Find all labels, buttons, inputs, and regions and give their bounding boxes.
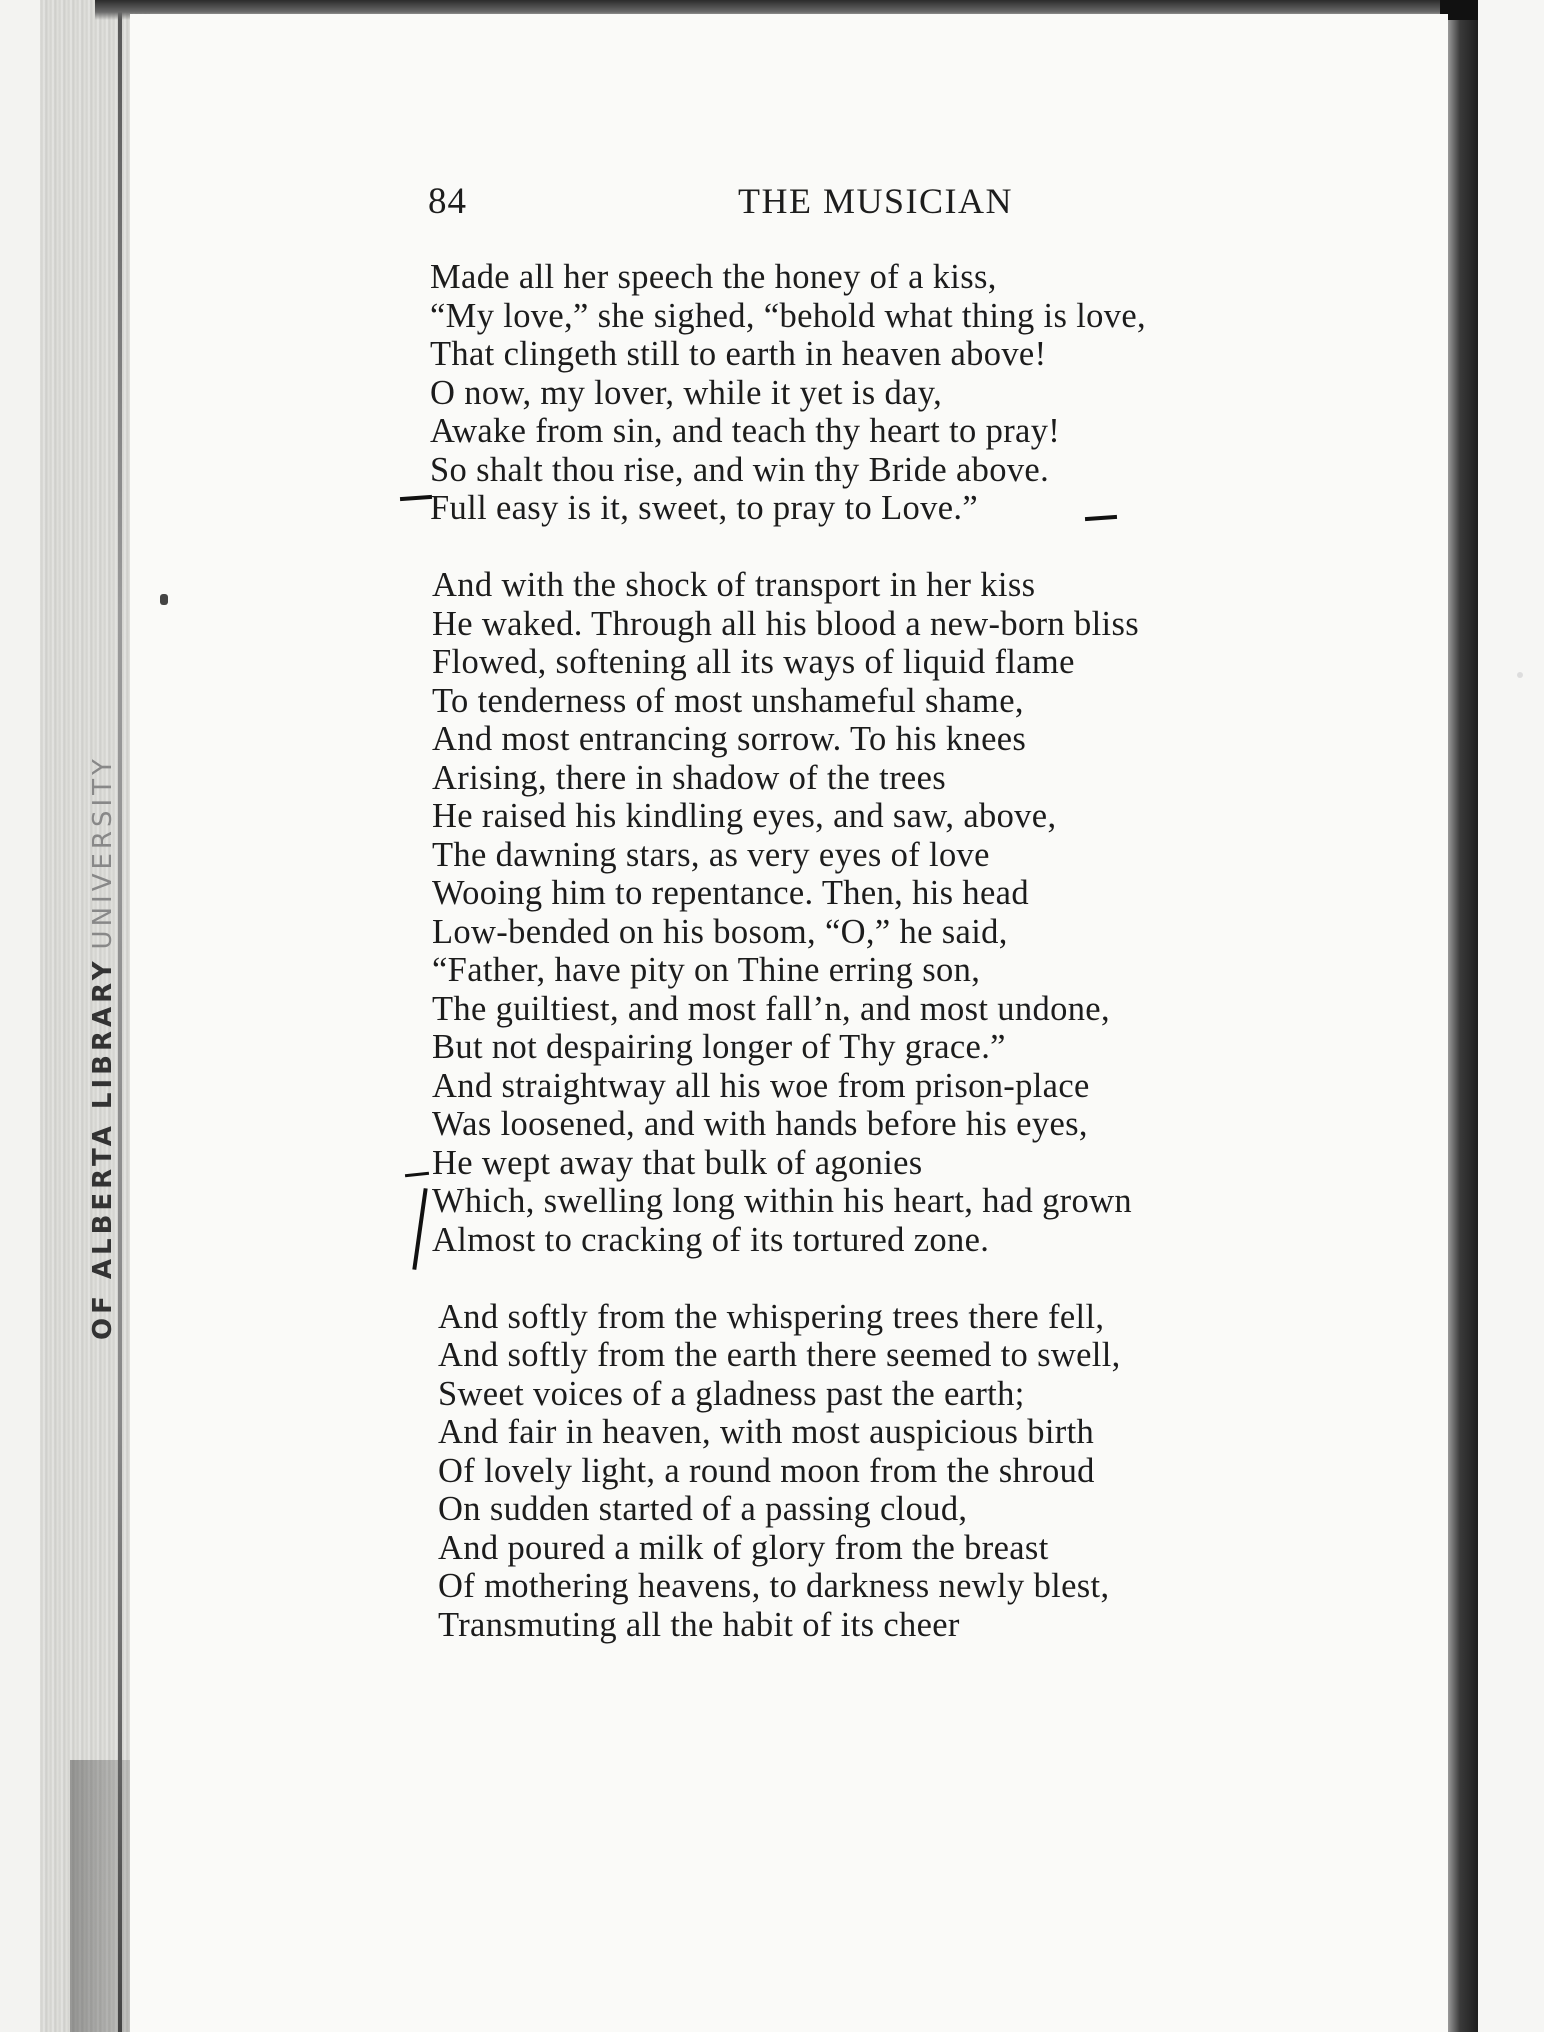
poem-line: Sweet voices of a gladness past the earth; <box>438 1374 1025 1413</box>
poem-line: The guiltiest, and most fall’n, and most undone, <box>432 989 1110 1028</box>
poem-line: And with the shock of transport in her kiss <box>432 566 1036 604</box>
poem-line: Full easy is it, sweet, to pray to Love.” <box>430 489 979 527</box>
poem-line: So shalt thou rise, and win thy Bride above. <box>430 450 1050 489</box>
stanza <box>432 566 1440 1259</box>
poem-line: “Father, have pity on Thine erring son, <box>432 951 981 989</box>
poem-line: And most entrancing sorrow. To his knees <box>432 720 1027 758</box>
poem-line: Of mothering heavens, to darkness newly blest, <box>438 1567 1110 1605</box>
background-beyond-page <box>1478 0 1544 2032</box>
poem-text <box>430 258 1440 1644</box>
poem-line: He waked. Through all his blood a new-born bliss <box>432 604 1140 643</box>
poem-line: Low-bended on his bosom, “O,” he said, <box>432 912 1008 951</box>
page-number: 84 <box>428 181 467 222</box>
library-stamp-faint-text: UNIVERSITY <box>88 755 118 950</box>
poem-line: O now, my lover, while it yet is day, <box>430 373 943 412</box>
poem-line: He raised his kindling eyes, and saw, above, <box>432 797 1057 835</box>
poem-line: Which, swelling long within his heart, had grown <box>432 1182 1132 1220</box>
ink-speck <box>160 594 168 605</box>
library-stamp-text: OF ALBERTA LIBRARY <box>88 957 118 1340</box>
poem-line: And softly from the earth there seemed to swell, <box>438 1336 1121 1374</box>
stanza <box>430 258 1440 528</box>
binding-edge <box>118 0 122 2032</box>
paper-speck <box>1517 672 1523 678</box>
running-head: THE MUSICIAN <box>738 181 1013 221</box>
poem-line: Was loosened, and with hands before his eyes, <box>432 1105 1088 1143</box>
poem-line: Arising, there in shadow of the trees <box>432 758 947 797</box>
poem-line: Awake from sin, and teach thy heart to pray! <box>430 412 1061 450</box>
poem-line: The dawning stars, as very eyes of love <box>432 835 990 874</box>
poem-line: Made all her speech the honey of a kiss, <box>430 258 997 296</box>
poem-line: And poured a milk of glory from the breast <box>438 1528 1049 1567</box>
poem-line: But not despairing longer of Thy grace.” <box>432 1028 1006 1066</box>
poem-line: And straightway all his woe from prison-place <box>432 1066 1090 1105</box>
poem-line: And softly from the whispering trees there fell, <box>438 1297 1105 1336</box>
poem-line: And fair in heaven, with most auspicious birth <box>438 1413 1095 1451</box>
poem-line: On sudden started of a passing cloud, <box>438 1490 968 1528</box>
poem-line: That clingeth still to earth in heaven above! <box>430 335 1047 373</box>
stanza <box>438 1298 1440 1645</box>
poem-line: Of lovely light, a round moon from the shroud <box>438 1451 1095 1490</box>
poem-line: “My love,” she sighed, “behold what thing is love, <box>430 296 1146 335</box>
poem-line: He wept away that bulk of agonies <box>432 1143 923 1182</box>
poem-line: To tenderness of most unshameful shame, <box>432 681 1024 720</box>
page-header <box>428 180 1048 230</box>
poem-line: Transmuting all the habit of its cheer <box>438 1605 960 1644</box>
library-stamp <box>88 755 118 1340</box>
poem-line: Wooing him to repentance. Then, his head <box>432 874 1029 912</box>
right-page-edge <box>1448 20 1478 2032</box>
poem-line: Almost to cracking of its tortured zone. <box>432 1220 990 1259</box>
poem-line: Flowed, softening all its ways of liquid flame <box>432 643 1075 681</box>
